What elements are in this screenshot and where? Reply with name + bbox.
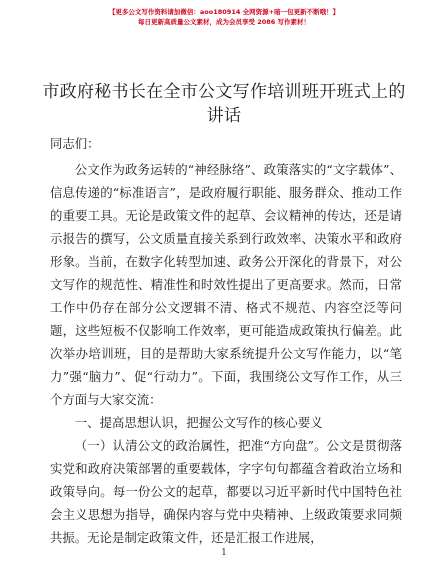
- promo-banner: [0, 0, 448, 27]
- document-body: [50, 132, 402, 549]
- page-number: 1: [221, 548, 227, 558]
- promo-line-1: 【更多公文写作资料请加微信：aoo180914 全网资源+暗一包更新不断哦！】: [108, 8, 340, 16]
- promo-line-2: 每日更新高质量公文素材，成为会员享受 2086 写作素材！: [137, 18, 311, 26]
- section-heading-1: 一、提高思想认识，把握公文写作的核心要义: [74, 415, 323, 430]
- paragraph-subsection-1: （一）认清公文的政治属性，把准“方向盘”。公文是贯彻落实党和政府决策部署的重要载体，字字句句都蕴含着政治立场和政策导向。每一份公文的起草，都要以习近平新时代中国特色社会主义思想为指导，确保内容与党中央精神、上级政策要求同频共振。无论是制定政策文件，还是汇报工作进展，: [50, 438, 402, 545]
- salutation: 同志们：: [50, 136, 100, 151]
- paragraph-intro: 公文作为政务运转的“神经脉络”、政策落实的“文字载体”、信息传递的“标准语言”，是政府履行职能、服务群众、推动工作的重要工具。无论是政策文件的起草、会议精神的传达，还是请示报告的撰写，公文质量直接关系到行政效率、决策水平和政府形象。当前，在数字化转型加速、政务公开深化的背景下，对公文写作的规范性、精准性和时效性提出了更高要求。然而，日常工作中仍存在部分公文逻辑不清、格式不规范、内容空泛等问题，这些短板不仅影响工作效率，更可能造成政策执行偏差。此次举办培训班，目的是帮助大家系统提升公文写作能力，以“笔力”强“脑力”、促“行动力”。下面，我围绕公文写作工作，从三个方面与大家交流：: [50, 162, 402, 407]
- document-title: 市政府秘书长在全市公文写作培训班开班式上的讲话: [42, 82, 406, 126]
